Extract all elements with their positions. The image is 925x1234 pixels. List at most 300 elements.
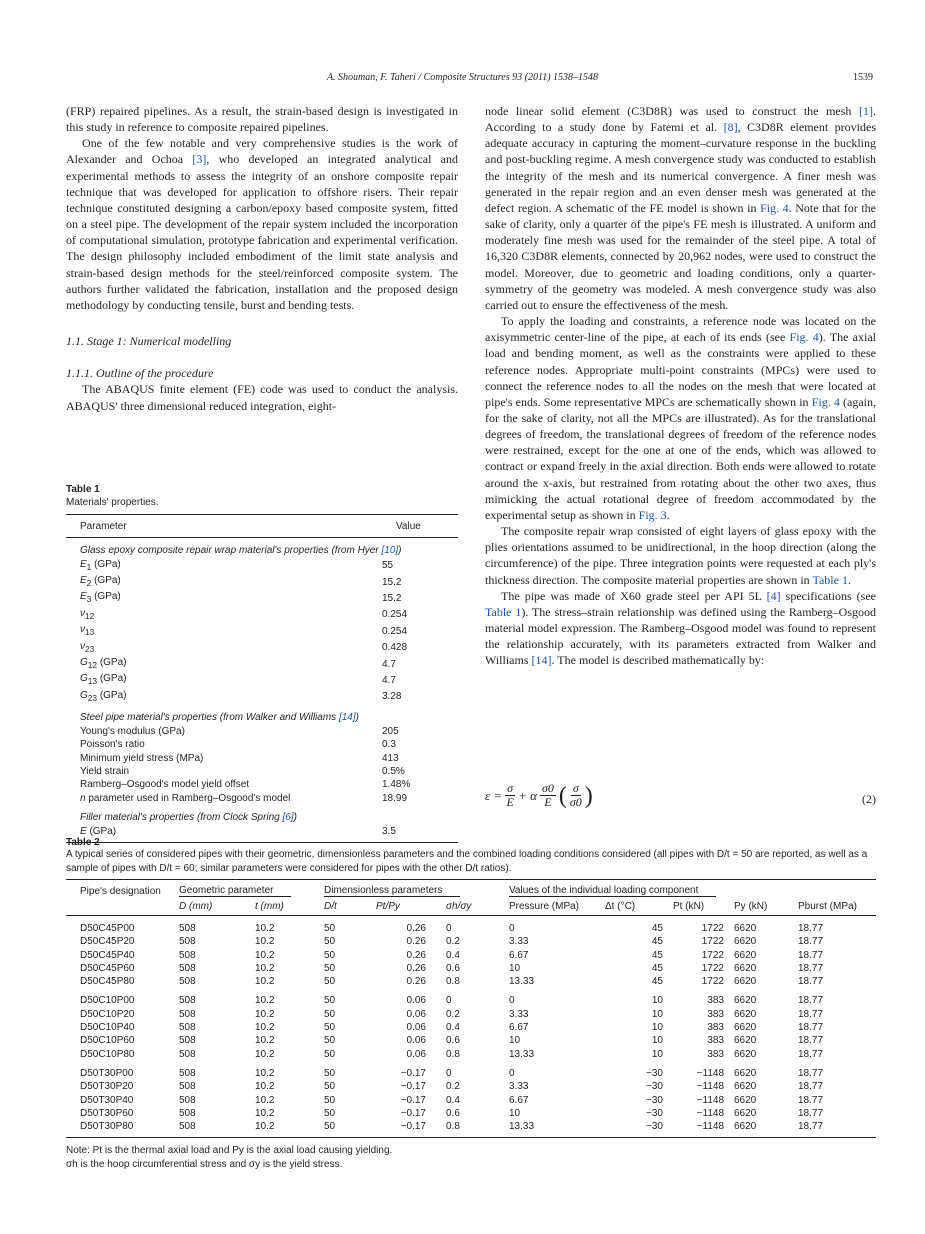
table-cell: 0.26 <box>406 976 426 988</box>
citation-link[interactable]: [6] <box>282 812 294 824</box>
table-cell: 50 <box>324 1081 336 1093</box>
text-run: To apply the loading and constraints, a reference node was located on the axisymmetric center-line of the pipe, at each of its ends (see <box>485 314 876 345</box>
table-cell: 18.77 <box>798 995 824 1007</box>
table-cell: 18.77 <box>798 1008 824 1020</box>
table-cell: 508 <box>179 995 196 1007</box>
parameter-cell: $\nu_{12}$ <box>80 607 95 621</box>
value-cell: 18.99 <box>382 792 408 804</box>
table-cell: 0.06 <box>406 1022 426 1034</box>
column-header: D (mm) <box>179 898 255 916</box>
value-cell: 3.5 <box>382 825 458 843</box>
table-2 <box>66 837 876 1171</box>
table-cell: 10 <box>651 1048 663 1060</box>
table-cell: 383 <box>707 1048 724 1060</box>
table-cell: 6620 <box>734 1008 757 1020</box>
table-cell: 3.33 <box>509 1081 529 1093</box>
value-cell: 3.28 <box>382 691 402 703</box>
denominator: E <box>544 795 552 809</box>
text-run: , who developed an integrated analytical and experimental methods to assess the integrity of an onshore composite repair technique that was developed for application to offshore risers. Their repair technique constituted designing a carbon/epoxy based composite system, fitted on a steel pipe. The development of the repair system included the incorporation of computational simulation, prototype fabrication and experimental verification. The design philosophy included embodiment of the limit state analysis and strain-based design methods for the steel/reinforced composite system. The authors further validated the fabrication, installation and the proposed design methodology by conducting tensile, burst and bending tests. <box>66 152 458 312</box>
table-cell: 508 <box>179 1081 196 1093</box>
value-cell: 0.254 <box>382 609 408 621</box>
table-row <box>66 1021 876 1034</box>
table-cell: 10 <box>651 1008 663 1020</box>
table-cell: 50 <box>324 923 336 934</box>
table-link[interactable]: Table 1 <box>485 604 522 619</box>
paragraph <box>485 313 876 523</box>
pipe-designation-cell: D50C45P20 <box>80 936 135 948</box>
table-row <box>66 689 458 705</box>
table-cell: 0.2 <box>446 1008 460 1020</box>
table-cell: 50 <box>324 976 336 988</box>
table-cell: 508 <box>179 949 196 961</box>
table-cell: −1148 <box>696 1107 724 1119</box>
table-cell: 1722 <box>701 923 724 934</box>
table-cell: 10.2 <box>255 1067 275 1079</box>
table-cell: 0.4 <box>446 1094 460 1106</box>
table-cell: 50 <box>324 1022 336 1034</box>
column-group-header: Pipe's designation <box>66 880 179 899</box>
table-cell: −30 <box>646 1094 663 1106</box>
table-cell: 0.26 <box>406 923 426 934</box>
table-cell: 6620 <box>734 1067 757 1079</box>
column-header: Parameter <box>66 514 382 537</box>
parameter-cell: n parameter used in Ramberg–Osgood's model <box>80 792 291 804</box>
fraction <box>505 782 515 809</box>
table-cell: 10 <box>509 1107 521 1119</box>
citation-link[interactable]: [10] <box>381 545 399 557</box>
table-cell: 0.6 <box>446 1107 460 1119</box>
pipe-designation-cell: D50T30P60 <box>80 1107 134 1119</box>
table-row <box>66 574 458 590</box>
table-cell: −1148 <box>696 1081 724 1093</box>
parameter-cell: $E_3$ (GPa) <box>80 591 121 605</box>
table-cell: 50 <box>324 1008 336 1020</box>
text-run: . According to a study done by Fatemi et al. <box>485 104 876 135</box>
text-run: . The model is described mathematically by: <box>551 653 765 668</box>
table-cell: 0.06 <box>406 995 426 1007</box>
table-cell: 50 <box>324 962 336 974</box>
table-cell: −30 <box>605 1120 673 1138</box>
column-header: Pressure (MPa) <box>509 898 605 916</box>
table-cell: 10.2 <box>255 1120 324 1138</box>
table-cell: −1148 <box>696 1067 724 1079</box>
column-group-header: Geometric parameter <box>179 880 324 899</box>
running-header: A. Shouman, F. Taheri / Composite Structures 93 (2011) 1538–1548 <box>326 72 599 83</box>
table-row <box>66 656 458 672</box>
table-row <box>66 778 458 791</box>
table-cell: 0 <box>509 995 515 1007</box>
column-header: t (mm) <box>255 898 324 916</box>
table-cell: 508 <box>179 1035 196 1047</box>
table-row <box>66 672 458 688</box>
table-group-title: Filler material's properties (from Clock Spring [6]) <box>80 812 297 824</box>
table-cell: 0.8 <box>446 976 460 988</box>
table-row <box>66 975 876 988</box>
value-cell: 4.7 <box>382 658 396 670</box>
value-cell: 0.254 <box>382 625 408 637</box>
table-cell: 6620 <box>734 936 757 948</box>
equation-lhs: ε = <box>485 787 503 803</box>
table-group-title: Steel pipe material's properties (from Walker and Williams [14]) <box>80 712 359 724</box>
table-cell: 18.77 <box>798 1094 824 1106</box>
table-cell: 10 <box>509 962 521 974</box>
table-cell: −0.17 <box>376 1120 446 1138</box>
pipe-designation-cell: D50C45P40 <box>80 949 135 961</box>
table-cell: 1722 <box>701 936 724 948</box>
column-group-header: Values of the individual loading component <box>509 880 876 899</box>
text-run: node linear solid element (C3D8R) was used to construct the mesh <box>485 104 859 118</box>
table-cell: 10.2 <box>255 976 275 988</box>
table-cell: 6620 <box>734 1094 757 1106</box>
plus-alpha: + α <box>518 787 537 803</box>
table-cell: 6620 <box>734 1022 757 1034</box>
table-cell: 508 <box>179 1022 196 1034</box>
text-run: The pipe was made of X60 grade steel per API 5L <box>501 588 767 603</box>
table-row <box>66 949 876 962</box>
table-cell: 508 <box>179 936 196 948</box>
table-cell: 45 <box>651 936 663 948</box>
table-cell: 18.77 <box>798 1107 824 1119</box>
column-header: Pt (kN) <box>673 898 734 916</box>
table-cell: 0.2 <box>446 1081 460 1093</box>
denominator: E <box>506 795 514 809</box>
table-row <box>66 1008 876 1021</box>
table-cell: 3.33 <box>509 936 529 948</box>
table-row <box>66 1034 876 1047</box>
subsection-heading: 1.1.1. Outline of the procedure <box>66 366 214 381</box>
table-cell: 383 <box>707 1008 724 1020</box>
table-cell: 18.77 <box>798 962 824 974</box>
parameter-cell: $G_{13}$ (GPa) <box>80 673 127 687</box>
paren-open: ( <box>558 782 567 809</box>
table-cell: 50 <box>324 1094 336 1106</box>
table-cell: 6620 <box>734 976 757 988</box>
column-header: Pt/Py <box>376 898 446 916</box>
pipe-designation-cell: D50C45P00 <box>80 923 135 934</box>
table-cell: 383 <box>707 1035 724 1047</box>
table-cell: −0.17 <box>400 1081 426 1093</box>
table-cell: 10.2 <box>255 1022 275 1034</box>
table-row <box>66 590 458 606</box>
parameter-cell: $\nu_{23}$ <box>80 640 95 654</box>
paragraph <box>485 523 876 588</box>
table-cell: 50 <box>324 1048 336 1060</box>
parameter-cell: $E_2$ (GPa) <box>80 575 121 589</box>
table-row <box>66 623 458 639</box>
table-label: Table 2 <box>66 837 100 848</box>
table-cell: 0.26 <box>406 962 426 974</box>
pipe-designation-cell: D50C10P80 <box>80 1048 135 1060</box>
table-row <box>66 1048 876 1061</box>
parameter-cell: $G_{12}$ (GPa) <box>80 657 127 671</box>
table-cell: 18.77 <box>798 1035 824 1047</box>
table-cell: 10 <box>651 995 663 1007</box>
table-cell: 0.6 <box>446 962 460 974</box>
table-caption: A typical series of considered pipes with their geometric, dimensionless parameters and the combined loading conditions considered (all pipes with D/t = 50 are reported, as well as a sample of pipes with D/t = 60; similar parameters were considered for pipes with the other D/t ratios). <box>66 849 868 874</box>
text-run: . <box>666 507 670 522</box>
citation-link[interactable]: [4] <box>766 588 781 603</box>
table-cell: 10 <box>651 1022 663 1034</box>
table-cell: 0.8 <box>446 1048 460 1060</box>
table-row <box>66 962 876 975</box>
right-column <box>485 103 876 668</box>
column-header: Py (kN) <box>734 898 798 916</box>
paragraph <box>66 135 458 313</box>
table-link[interactable]: Table 1 <box>812 572 848 587</box>
text-run: , C3D8R element provides adequate accuracy in capturing the moment–curvature response in the buckling and post-buckling regime. A mesh convergence study was conducted to establish the integrity of the mesh and its numerical convergence. A finer mesh was generated in the repair region and an even denser mesh was generated at the defect region. A schematic of the FE model is shown in <box>485 120 876 215</box>
text-run: One of the few notable and very comprehensive studies is the work of Alexander and Ochoa <box>66 136 458 167</box>
table-cell: 50 <box>324 1067 336 1079</box>
table-cell: 18.77 <box>798 1048 824 1060</box>
table-cell: 10.2 <box>255 1035 275 1047</box>
value-cell: 413 <box>382 752 399 764</box>
table-row <box>66 1107 876 1120</box>
parameter-cell: Young's modulus (GPa) <box>80 725 185 737</box>
table-cell: 6620 <box>734 995 757 1007</box>
table-cell: −0.17 <box>400 1067 426 1079</box>
value-cell: 0.428 <box>382 642 408 654</box>
pipe-designation-cell: D50C10P40 <box>80 1022 135 1034</box>
value-cell: 205 <box>382 725 399 737</box>
pipe-designation-cell: D50C45P60 <box>80 962 135 974</box>
table-cell: 383 <box>707 995 724 1007</box>
table-cell: 0.06 <box>406 1008 426 1020</box>
column-header: D/t <box>324 898 376 916</box>
table-row <box>66 640 458 656</box>
column-group-header: Dimensionless parameters <box>324 880 509 899</box>
parameter-cell: Minimum yield stress (MPa) <box>80 752 204 764</box>
pipes-table <box>66 879 876 1138</box>
section-heading: 1.1. Stage 1: Numerical modelling <box>66 334 232 349</box>
parameter-cell: $G_{23}$ (GPa) <box>80 689 127 703</box>
table-cell: 0 <box>509 923 515 934</box>
table-cell: 508 <box>179 1120 255 1138</box>
table-cell: 45 <box>651 923 663 934</box>
table-cell: 6.67 <box>509 949 529 961</box>
table-row <box>66 752 458 765</box>
table-footnotes <box>66 1144 876 1171</box>
table-row <box>66 1120 876 1138</box>
column-header: Δt (°C) <box>605 898 673 916</box>
table-row <box>66 916 876 936</box>
footnote: Note: Pt is the thermal axial load and Py is the axial load causing yielding. <box>66 1145 393 1157</box>
table-cell: 1722 <box>701 949 724 961</box>
equation-2 <box>485 778 876 818</box>
table-cell: 6.67 <box>509 1094 529 1106</box>
pipe-designation-cell: D50T30P20 <box>80 1081 134 1093</box>
table-cell: 50 <box>324 949 336 961</box>
equation-number: (2) <box>862 792 876 806</box>
table-row <box>66 935 876 948</box>
table-row <box>66 607 458 623</box>
table-cell: 18.77 <box>798 1022 824 1034</box>
materials-table <box>66 514 458 843</box>
table-cell: 0.26 <box>406 936 426 948</box>
table-cell: 1722 <box>701 976 724 988</box>
table-cell: 0.4 <box>446 1022 460 1034</box>
table-cell: 6620 <box>734 1107 757 1119</box>
table-cell: 18.77 <box>798 949 824 961</box>
table-cell: 508 <box>179 1067 196 1079</box>
table-cell: −0.17 <box>400 1107 426 1119</box>
table-row <box>66 558 458 574</box>
table-cell: 18.77 <box>798 923 824 934</box>
table-cell: 18.77 <box>798 1081 824 1093</box>
table-cell: 508 <box>179 962 196 974</box>
value-cell: 1.48% <box>382 779 411 791</box>
value-cell: 4.7 <box>382 674 396 686</box>
table-cell: 50 <box>324 1120 376 1138</box>
table-cell: 1722 <box>701 962 724 974</box>
table-cell: 0.8 <box>446 1120 509 1138</box>
table-cell: 6.67 <box>509 1022 529 1034</box>
table-cell: 0 <box>446 923 452 934</box>
table-cell: 10 <box>509 1035 521 1047</box>
text-run: ). The stress–strain relationship was defined using the Ramberg–Osgood material model expression. The Ramberg–Osgood model was found to represent the relationship accurately, with its parameters extracted from Walker and Williams <box>485 604 876 668</box>
column-header: σh/σy <box>446 898 509 916</box>
pipe-designation-cell: D50T30P00 <box>80 1067 134 1079</box>
table-cell: −30 <box>646 1081 663 1093</box>
table-cell: 6620 <box>734 923 757 934</box>
table-cell: 508 <box>179 1008 196 1020</box>
citation-link[interactable]: [14] <box>338 712 356 724</box>
column-header: Value <box>382 514 458 537</box>
table-cell: 0.06 <box>406 1035 426 1047</box>
table-cell: 50 <box>324 1107 336 1119</box>
footnote: σh is the hoop circumferential stress and σy is the yield stress. <box>66 1158 343 1170</box>
text-run: The composite repair wrap consisted of eight layers of glass epoxy with the plies orientations assumed to be unidirectional, in the hoop direction (along the circumference) of the pipe. Three integration points were requested at each ply's thickness direction. The composite material properties are shown in <box>485 524 876 587</box>
table-cell: 10 <box>651 1035 663 1047</box>
pipe-designation-cell: D50C10P20 <box>80 1008 135 1020</box>
table-cell: 6620 <box>734 1120 798 1138</box>
pipe-designation-cell: D50T30P80 <box>66 1120 179 1138</box>
citation-link[interactable]: [1] <box>859 104 873 118</box>
paren-close: ) <box>584 782 593 809</box>
pipe-designation-cell: D50C10P60 <box>80 1035 135 1047</box>
table-label: Table 1 <box>66 484 100 495</box>
table-cell: 10.2 <box>255 1094 275 1106</box>
table-cell: −0.17 <box>400 1094 426 1106</box>
table-cell: 50 <box>324 1035 336 1047</box>
table-cell: 18.77 <box>798 1067 824 1079</box>
table-row <box>66 1061 876 1080</box>
table-row <box>66 765 458 778</box>
table-cell: 0.2 <box>446 936 460 948</box>
value-cell: 15.2 <box>382 576 402 588</box>
table-cell: 6620 <box>734 962 757 974</box>
text-run: (again, for the sake of clarity, not all the MPCs are illustrated). As for the translational degrees of freedom, the translational degrees of freedom of the reference nodes were restrained, except for the one at one of the ends, which was allowed to contract or expand freely in the axial direction. Both ends were allowed to rotate around the x-axis, but restrained from rotating about the other two axes, thus mimicking the actual rotational degree of freedom accommodated by the experimental setup as shown in <box>485 394 876 522</box>
paragraph: (FRP) repaired pipelines. As a result, the strain-based design is investigated in this study in reference to composite repaired pipelines. <box>66 104 458 135</box>
pipe-designation-cell: D50T30P40 <box>80 1094 134 1106</box>
fraction <box>540 782 556 809</box>
text-run: ). The axial load and bending moment, as well as the constraints were applied to these reference nodes. Appropriate multi-point constraints (MPCs) were used to connect the reference nodes to all the nodes on the mesh that were located at pipe's ends. Some representative MPCs are schematically shown in <box>485 330 876 409</box>
table-cell: 10.2 <box>255 1008 275 1020</box>
figure-link[interactable]: Fig. 4 <box>760 200 789 215</box>
table-row <box>66 1094 876 1107</box>
table-cell: 0.06 <box>406 1048 426 1060</box>
table-cell: 18.77 <box>798 1120 876 1138</box>
numerator: σ0 <box>541 781 554 795</box>
text-run: . <box>847 572 851 587</box>
parameter-cell: Yield strain <box>80 765 130 777</box>
page-number: 1539 <box>853 72 873 83</box>
table-cell: 13.33 <box>509 1048 535 1060</box>
left-column <box>66 103 458 414</box>
value-cell: 15.2 <box>382 592 402 604</box>
parameter-cell: Ramberg–Osgood's model yield offset <box>80 779 250 791</box>
value-cell: 0.3 <box>382 739 396 751</box>
parameter-cell: $E_1$ (GPa) <box>80 558 121 572</box>
table-cell: 13.33 <box>509 976 535 988</box>
column-header: Pburst (MPa) <box>798 898 876 916</box>
table-cell: 50 <box>324 995 336 1007</box>
table-row <box>66 1080 876 1093</box>
text-run: . Note that for the sake of clarity, only a quarter of the pipe's FE mesh is illustrated. A uniform and moderately fine mesh was used for the remainder of the steel pipe. A total of 16,320 C3D8R elements, connected by 20,962 nodes, were used to construct the model. Moreover, due to geometric and loading conditions, only a quarter-symmetry of the geometry was modeled. A mesh convergence study was also carried out to ensure the effectiveness of the mesh. <box>485 200 876 312</box>
parameter-cell: Poisson's ratio <box>80 739 145 751</box>
parameter-cell: $\nu_{13}$ <box>80 624 95 638</box>
table-cell: 18.77 <box>798 976 824 988</box>
paragraph: The ABAQUS finite element (FE) code was used to conduct the analysis. ABAQUS' three dimensional reduced integration, eight- <box>66 382 458 413</box>
table-cell: 13.33 <box>509 1120 605 1138</box>
table-cell: 508 <box>179 1094 196 1106</box>
table-row <box>66 725 458 738</box>
table-row <box>66 988 876 1007</box>
table-cell: 508 <box>179 1107 196 1119</box>
table-cell: 45 <box>651 949 663 961</box>
table-cell: 0.26 <box>406 949 426 961</box>
paragraph <box>485 588 876 669</box>
pipe-designation-cell: D50C10P00 <box>80 995 135 1007</box>
table-cell: 0.4 <box>446 949 460 961</box>
table-cell: 6620 <box>734 949 757 961</box>
figure-link[interactable]: Fig. 4 <box>789 330 819 345</box>
citation-link[interactable]: [3] <box>192 152 207 167</box>
table-row <box>66 792 458 805</box>
table-cell: 10.2 <box>255 995 275 1007</box>
table-cell: 10.2 <box>255 962 275 974</box>
text-run: specifications (see <box>780 588 876 603</box>
figure-link[interactable]: Fig. 4 <box>811 394 840 409</box>
parameter-cell: E (GPa) <box>66 825 382 843</box>
table-cell: 10.2 <box>255 949 275 961</box>
table-cell: 6620 <box>734 1035 757 1047</box>
fraction <box>570 782 582 809</box>
citation-link[interactable]: [14] <box>531 653 552 668</box>
citation-link[interactable]: [8] <box>723 120 738 135</box>
table-cell: 6620 <box>734 1048 757 1060</box>
pipe-designation-cell: D50C45P80 <box>80 976 135 988</box>
table-cell: 0.6 <box>446 1035 460 1047</box>
table-cell: −30 <box>646 1067 663 1079</box>
table-cell: −1148 <box>673 1120 734 1138</box>
value-cell: 0.5% <box>382 765 405 777</box>
figure-link[interactable]: Fig. 3 <box>638 507 667 522</box>
paragraph <box>485 103 876 313</box>
table-cell: 508 <box>179 1048 196 1060</box>
numerator: σ <box>572 781 579 795</box>
table-group-title: Glass epoxy composite repair wrap material's properties (from Hyer [10]) <box>80 545 402 557</box>
table-cell: 0 <box>509 1067 515 1079</box>
table-1 <box>66 483 458 843</box>
table-caption: Materials' properties. <box>66 497 159 509</box>
table-row <box>66 738 458 751</box>
table-cell: 10.2 <box>255 1081 275 1093</box>
table-cell: 50 <box>324 936 336 948</box>
numerator: σ <box>507 781 514 795</box>
table-cell: 508 <box>179 923 196 934</box>
table-cell: 508 <box>179 976 196 988</box>
table-cell: 18.77 <box>798 936 824 948</box>
